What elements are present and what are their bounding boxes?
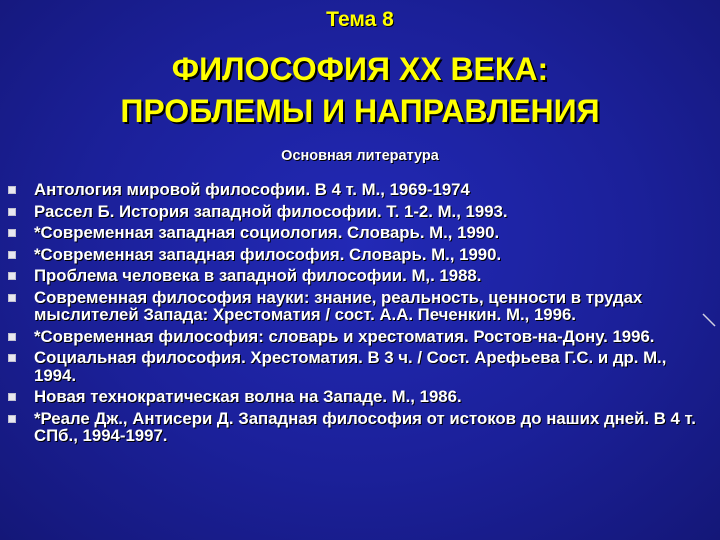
reference-text: *Современная западная философия. Словарь. М., 1990. [34,244,502,264]
square-bullet-icon [8,186,16,194]
slide-title [0,48,720,132]
square-bullet-icon [8,415,16,423]
list-item [8,289,708,324]
list-item [8,246,708,264]
list-item [8,267,708,285]
square-bullet-icon [8,333,16,341]
list-item [8,410,708,445]
reference-text: Антология мировой философии. В 4 т. М., 1969-1974 [34,180,470,199]
list-item [8,203,708,221]
list-item [8,328,708,346]
list-item [8,349,708,384]
square-bullet-icon [8,272,16,280]
reference-text: Рассел Б. История западной философии. Т. 1-2. М., 1993. [34,201,508,221]
list-item [8,224,708,242]
reference-text: *Современная философия: словарь и хрестоматия. Ростов-на-Дону. 1996. [34,326,655,346]
title-line-1: ФИЛОСОФИЯ XX ВЕКА: [171,51,549,87]
square-bullet-icon [8,208,16,216]
reference-text: Современная философия науки: знание, реальность, ценности в трудах мыслителей Запада: Хрестоматия / сост. А.А. Печенкин. М., 1996. [34,287,643,324]
reference-text: Новая технократическая волна на Западе. М., 1986. [34,387,462,406]
square-bullet-icon [8,229,16,237]
pointer-icon [702,313,716,327]
title-line-2: ПРОБЛЕМЫ И НАПРАВЛЕНИЯ [120,93,600,129]
reference-text: *Реале Дж., Антисери Д. Западная философия от истоков до наших дней. В 4 т. СПб., 1994-1997. [34,408,696,445]
square-bullet-icon [8,294,16,302]
square-bullet-icon [8,393,16,401]
list-item [8,181,708,199]
subtitle: Основная литература [281,148,439,164]
square-bullet-icon [8,354,16,362]
reference-text: Социальная философия. Хрестоматия. В 3 ч. / Сост. Арефьева Г.С. и др. М., 1994. [34,348,667,385]
reference-text: *Современная западная социология. Словарь. М., 1990. [34,223,500,242]
list-item [8,388,708,406]
square-bullet-icon [8,251,16,259]
topic-label: Тема 8 [326,8,394,31]
reference-list [8,181,708,449]
reference-text: Проблема человека в западной философии. М,. 1988. [34,266,482,285]
